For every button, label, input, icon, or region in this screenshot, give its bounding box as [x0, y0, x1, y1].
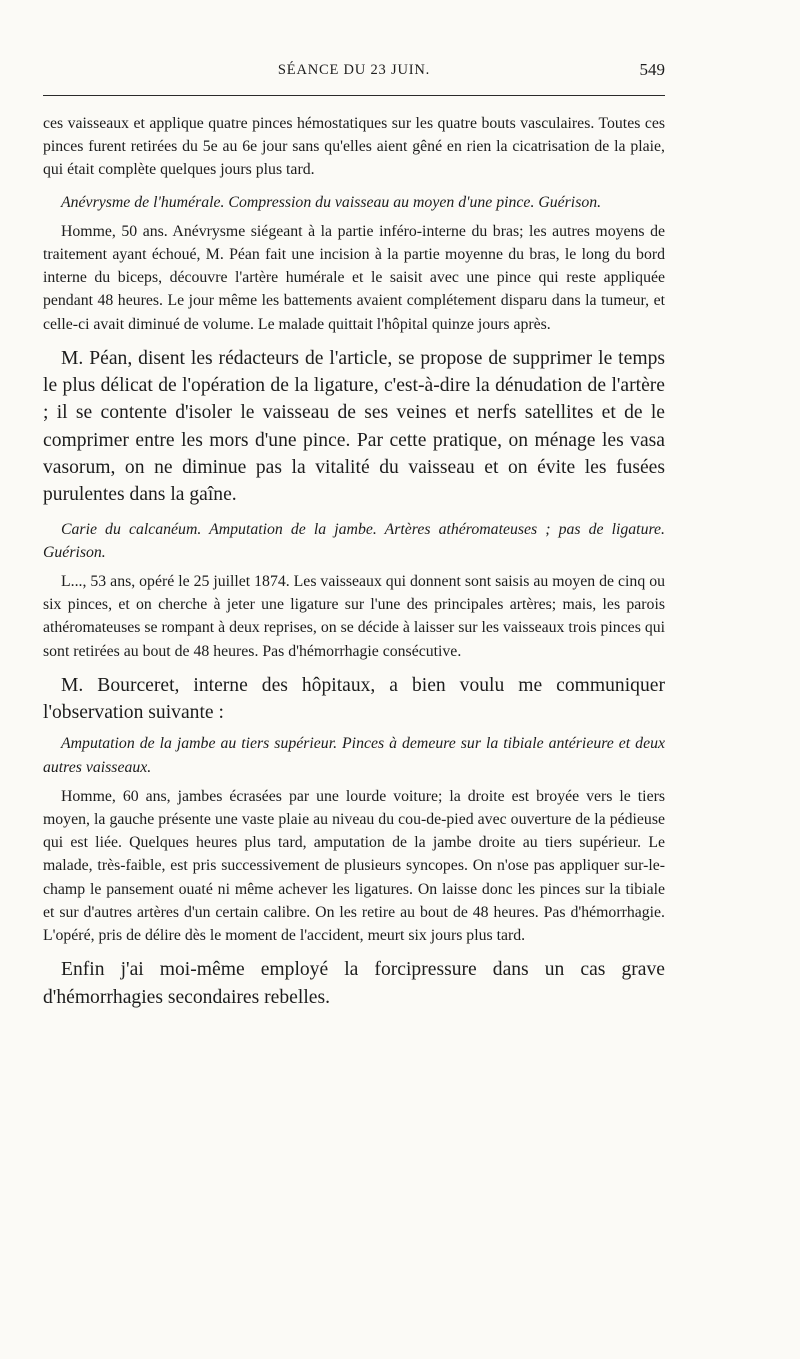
paragraph-closing: Enfin j'ai moi-même employé la forcipressure dans un cas grave d'hémorrhagies secondaires rebelles.	[43, 959, 665, 1008]
paragraph-pean-commentary: M. Péan, disent les rédacteurs de l'article, se propose de supprimer le temps le plus délicat de l'opération de la ligature, c'est-à-dire la dénudation de l'artère ; il se contente d'isoler le vaisseau de ses veines et nerfs satellites et de le comprimer entre les mors d'une pince. Par cette pratique, on ménage les vasa vasorum, on ne diminue pas la vitalité du vaisseau et on évite les fusées purulentes dans la gaîne.	[43, 347, 665, 506]
case-heading-calcaneum: Carie du calcanéum. Amputation de la jambe. Artères athéromateuses ; pas de ligature. Guérison.	[43, 520, 665, 561]
page-number: 549	[639, 60, 665, 79]
header-rule	[43, 95, 665, 96]
case-heading-amputation: Amputation de la jambe au tiers supérieur. Pinces à demeure sur la tibiale antérieure et deux autres vaisseaux.	[43, 735, 665, 776]
running-title: SÉANCE DU 23 JUIN.	[277, 62, 431, 78]
case-text-calcaneum: L..., 53 ans, opéré le 25 juillet 1874. Les vaisseaux qui donnent sont saisis au moyen de cinq ou six pinces, et on cherche à jeter une ligature sur l'une des principales artères; mais, les parois athéromateuses se rompant à deux reprises, on se décide à laisser sur les vaisseaux trois pinces qui sont retirées au bout de 48 heures. Pas d'hémorrhagie consécutive.	[43, 573, 665, 660]
running-head	[43, 62, 665, 86]
paragraph-bourceret: M. Bourceret, interne des hôpitaux, a bien voulu me communiquer l'observation suivante :	[43, 674, 665, 724]
page-body	[43, 112, 665, 1011]
case-text-amputation: Homme, 60 ans, jambes écrasées par une lourde voiture; la droite est broyée vers le tiers moyen, la gauche présente une vaste plaie au niveau du cou-de-pied avec ouverture de la pédieuse qui est liée. Quelques heures plus tard, amputation de la jambe droite au tiers supérieur. Le malade, très-faible, est pris successivement de plusieurs syncopes. On n'ose pas appliquer sur-le-champ le pansement ouaté ni même achever les ligatures. On laisse donc les pinces sur la tibiale et sur d'autres artères d'un certain calibre. On les retire au bout de 48 heures. Pas d'hémorrhagie. L'opéré, pris de délire dès le moment de l'accident, meurt six jours plus tard.	[43, 787, 665, 945]
case-heading-humerale: Anévrysme de l'humérale. Compression du vaisseau au moyen d'une pince. Guérison.	[61, 193, 602, 211]
case-text-humerale: Homme, 50 ans. Anévrysme siégeant à la partie inféro-interne du bras; les autres moyens de traitement ayant échoué, M. Péan fait une incision à la partie moyenne du bras, le long du bord interne du biceps, découvre l'artère humérale et le saisit avec une pince qui reste appliquée pendant 48 heures. Le jour même les battements avaient complétement disparu dans la tumeur, et celle-ci avait diminué de volume. Le malade quittait l'hôpital quinze jours après.	[43, 222, 665, 333]
paragraph-continuation: ces vaisseaux et applique quatre pinces hémostatiques sur les quatre bouts vasculaires. Toutes ces pinces furent retirées du 5e au 6e jour sans qu'elles aient gêné en rien la cicatrisation de la plaie, qui était complète quelques jours plus tard.	[43, 115, 665, 179]
